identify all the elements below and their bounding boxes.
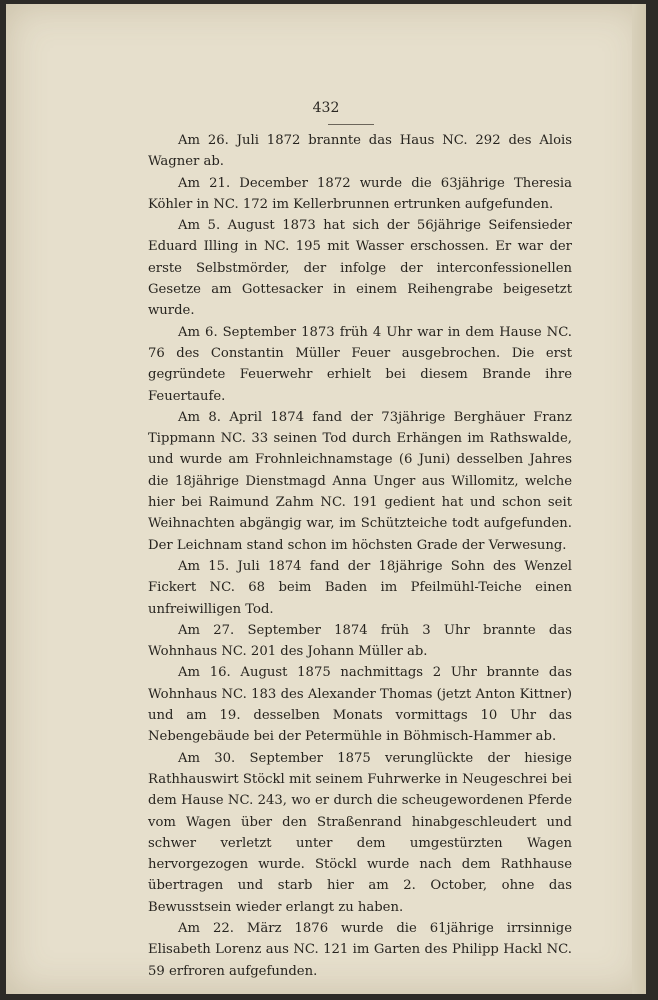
paragraph-10: Am 22. März 1876 wurde die 61jährige irrsinnige Elisabeth Lorenz aus NC. 121 im Garten des Philipp Hackl NC. 59 erfroren aufgefunden.	[148, 920, 572, 979]
paragraph-6: Am 15. Juli 1874 fand der 18jährige Sohn des Wenzel Fickert NC. 68 beim Baden im Pfeilmühl-Teiche einen unfreiwilligen Tod.	[148, 558, 572, 617]
paragraph-9: Am 30. September 1875 verunglückte der hiesige Rathhauswirt Stöckl mit seinem Fuhrwerke in Neugeschrei bei dem Hause NC. 243, wo er durch die scheugewordenen Pferde vom Wagen über den Straßenrand hinabgeschleudert und schwer verletzt unter dem umgestürzten Wagen hervorgezogen wurde. Stöckl wurde nach dem Rathhause übertragen und starb hier am 2. October, ohne das Bewusstsein wieder erlangt zu haben.	[148, 750, 572, 915]
paragraph-4: Am 6. September 1873 früh 4 Uhr war in dem Hause NC. 76 des Constantin Müller Feuer ausgebrochen. Die erst gegründete Feuerwehr erhielt bei diesem Brande ihre Feuertaufe.	[148, 324, 572, 404]
page-edge	[632, 4, 646, 994]
header-rule	[328, 124, 374, 125]
paragraph-7: Am 27. September 1874 früh 3 Uhr brannte das Wohnhaus NC. 201 des Johann Müller ab.	[148, 622, 572, 660]
paragraph-1: Am 26. Juli 1872 brannte das Haus NC. 292 des Alois Wagner ab.	[148, 133, 572, 170]
paragraph-2: Am 21. December 1872 wurde die 63jährige Theresia Köhler in NC. 172 im Kellerbrunnen ertrunken aufgefunden.	[148, 175, 572, 212]
paragraph-3: Am 5. August 1873 hat sich der 56jährige Seifensieder Eduard Illing in NC. 195 mit Wasser erschossen. Er war der erste Selbstmörder, der infolge der interconfessionellen Gesetze am Gottesacker in einem Reihengrabe beigesetzt wurde.	[148, 218, 572, 319]
page-number: 432	[312, 100, 340, 116]
paragraph-5: Am 8. April 1874 fand der 73jährige Berghäuer Franz Tippmann NC. 33 seinen Tod durch Erhängen im Rathswalde, und wurde am Frohnleichnamstage (6 Juni) desselben Jahres die 18jährige Dienstmagd Anna Unger aus Willomitz, welche hier bei Raimund Zahm NC. 191 gedient hat und schon seit Weihnachten abgängig war, im Schützteiche todt aufgefunden. Der Leichnam stand schon im höchsten Grade der Verwesung.	[148, 409, 572, 553]
document-page	[6, 4, 646, 994]
body-text	[148, 130, 572, 982]
paragraph-8: Am 16. August 1875 nachmittags 2 Uhr brannte das Wohnhaus NC. 183 des Alexander Thomas (jetzt Anton Kittner) und am 19. desselben Monats vormittags 10 Uhr das Nebengebäude bei der Petermühle in Böhmisch-Hammer ab.	[148, 665, 572, 745]
